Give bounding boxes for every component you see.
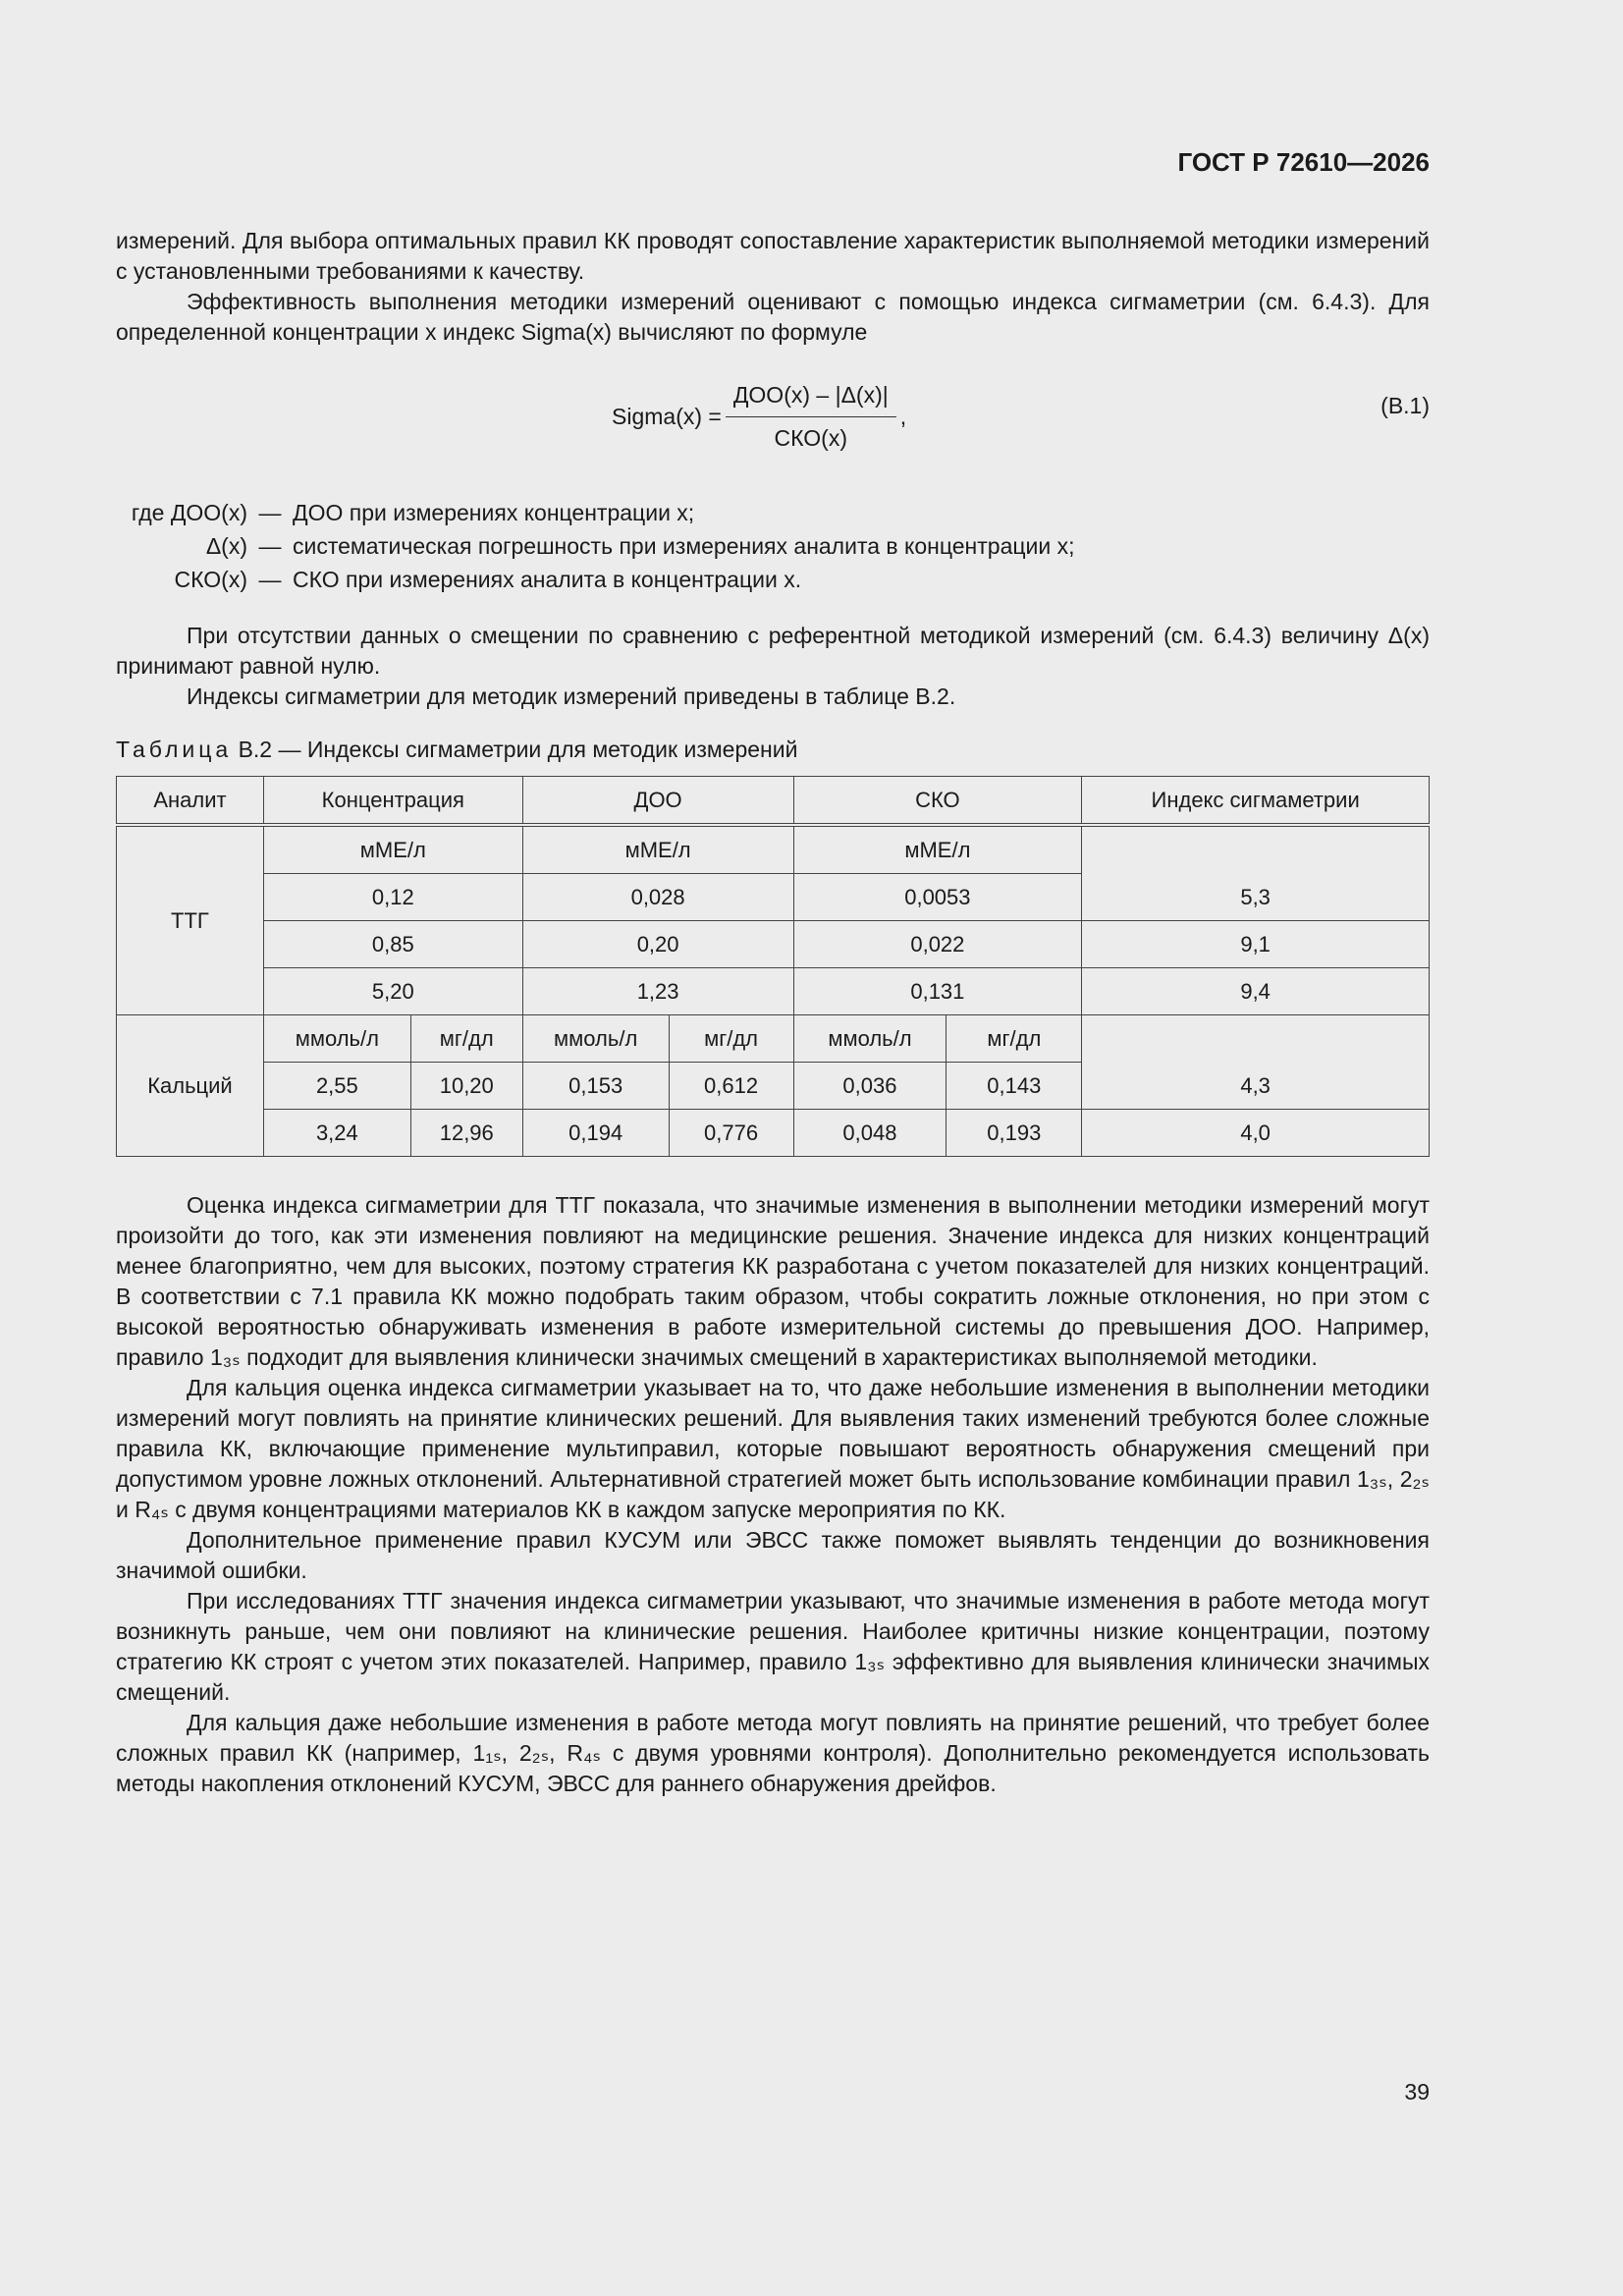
table-row [117,1015,1430,1063]
where-list [116,496,1430,596]
intro-paragraph-1: измерений. Для выбора оптимальных правил КК проводят сопоставление характеристик выполняемой методики измерений с установленными требованиями к качеству. [116,228,1430,284]
table-cell: 0,85 [263,921,522,968]
col-header: ДОО [522,777,793,826]
sigma-cell: 4,0 [1082,1110,1430,1157]
table-header-row [117,777,1430,826]
unit-cell: мг/дл [410,1015,522,1063]
table-cell: 0,153 [522,1063,669,1110]
table-cell: 0,12 [263,874,522,921]
sigma-cell: 4,3 [1082,1015,1430,1110]
unit-cell: мг/дл [947,1015,1082,1063]
where-label: Δ(x) [205,532,247,559]
formula-denominator: СКО(x) [774,424,848,451]
table-caption-text: В.2 — Индексы сигмаметрии для методик измерений [232,737,798,762]
page-number: 39 [1404,2079,1430,2105]
formula-lhs: Sigma(x) = [612,403,722,429]
body-paragraph-1: Оценка индекса сигмаметрии для ТТГ показала, что значимые изменения в выполнении методики измерений могут произойти до того, как эти изменения повлияют на медицинские решения. Значение индекса для низких концентраций менее благоприятно, чем для высоких, поэтому стратегия КК разработана с учетом показателей для низких концентраций. В соответствии с 7.1 правила КК можно подобрать таким образом, чтобы сократить ложные отклонения, но при этом с высокой вероятностью обнаруживать изменения в работе измерительной системы до превышения ДОО. Например, правило 1₃ₛ подходит для выявления клинически значимых смещений в характеристиках выполняемой методики. [116,1192,1430,1370]
unit-cell: ммоль/л [522,1015,669,1063]
table-caption [116,735,797,765]
where-dash: — [258,532,282,559]
table-cell: 0,028 [522,874,793,921]
table-cell: 0,022 [793,921,1082,968]
unit-cell: мМЕ/л [263,825,522,874]
where-text: СКО при измерениях аналита в концентрации x. [293,566,802,592]
table-cell: 3,24 [263,1110,410,1157]
table-cell: 0,0053 [793,874,1082,921]
formula-numerator: ДОО(x) – |Δ(x)| [726,380,896,417]
body-paragraph-4: При исследованиях ТТГ значения индекса сигмаметрии указывают, что значимые изменения в работе метода могут возникнуть раньше, чем они повлияют на клинические решения. Наиболее критичны низкие концентрации, поэтому стратегию КК строят с учетом этих показателей. Например, правило 1₃ₛ эффективно для выявления клинически значимых смещений. [116,1588,1430,1705]
after-formula-section [116,621,1430,712]
analyte-cell: ТТГ [117,825,264,1015]
table-cell: 0,20 [522,921,793,968]
sigma-cell: 9,1 [1082,921,1430,968]
where-dash: — [258,499,282,525]
unit-cell: ммоль/л [263,1015,410,1063]
discussion-section [116,1190,1430,1799]
unit-cell: мг/дл [669,1015,793,1063]
table-cell: 0,193 [947,1110,1082,1157]
where-label: где ДОО(x) [131,499,247,525]
formula-fraction [726,380,896,454]
table-cell: 0,143 [947,1063,1082,1110]
table-cell: 10,20 [410,1063,522,1110]
sigma-cell: 5,3 [1082,825,1430,921]
body-paragraph-3: Дополнительное применение правил КУСУМ или ЭВСС также поможет выявлять тенденции до возникновения значимой ошибки. [116,1527,1430,1583]
col-header: СКО [793,777,1082,826]
unit-cell: ммоль/л [793,1015,947,1063]
where-item [116,496,1430,529]
table-cell: 0,048 [793,1110,947,1157]
table-row [117,968,1430,1015]
table-cell: 5,20 [263,968,522,1015]
table-cell: 1,23 [522,968,793,1015]
col-header: Концентрация [263,777,522,826]
table-row [117,825,1430,874]
table-caption-word: Таблица [116,737,233,762]
analyte-cell: Кальций [117,1015,264,1157]
table-cell: 12,96 [410,1110,522,1157]
table-cell: 2,55 [263,1063,410,1110]
body-paragraph-2: Для кальция оценка индекса сигмаметрии указывает на то, что даже небольшие изменения в выполнении методики измерений могут повлиять на принятие клинических решений. Для выявления таких изменений требуются более сложные правила КК, включающие применение мультиправил, которые повышают вероятность обнаружения смещений при допустимом уровне ложных отклонений. Альтернативной стратегией может быть использование комбинации правил 1₃ₛ, 2₂ₛ и R₄ₛ с двумя концентрациями материалов КК в каждом запуске мероприятия по КК. [116,1375,1430,1522]
where-text: систематическая погрешность при измерениях аналита в концентрации x; [293,532,1075,559]
table-cell: 0,194 [522,1110,669,1157]
intro-paragraph-2: Эффективность выполнения методики измерений оценивают с помощью индекса сигмаметрии (см. 6.4.3). Для определенной концентрации x индекс Sigma(x) вычисляют по формуле [116,289,1430,345]
col-header: Аналит [117,777,264,826]
sigma-table [116,776,1430,1157]
table-row [117,1110,1430,1157]
formula-number: (В.1) [1380,393,1430,418]
where-item [116,529,1430,563]
unit-cell: мМЕ/л [522,825,793,874]
table-cell: 0,612 [669,1063,793,1110]
formula-comma: , [899,403,907,429]
where-label: СКО(x) [174,566,247,592]
where-text: ДОО при измерениях концентрации x; [293,499,695,525]
formula-block [116,377,1430,456]
table-cell: 0,036 [793,1063,947,1110]
intro-section [116,226,1430,348]
where-item [116,563,1430,596]
sigma-cell: 9,4 [1082,968,1430,1015]
standard-header: ГОСТ Р 72610—2026 [1177,147,1430,177]
table-row [117,921,1430,968]
after-paragraph-2: Индексы сигмаметрии для методик измерений приведены в таблице В.2. [187,683,956,709]
col-header: Индекс сигмаметрии [1082,777,1430,826]
sigma-formula [612,377,906,456]
unit-cell: мМЕ/л [793,825,1082,874]
after-paragraph-1: При отсутствии данных о смещении по сравнению с референтной методикой измерений (см. 6.4.3) величину Δ(x) принимают равной нулю. [116,623,1430,679]
table-cell: 0,776 [669,1110,793,1157]
body-paragraph-5: Для кальция даже небольшие изменения в работе метода могут повлиять на принятие решений, что требует более сложных правил КК (например, 1₁ₛ, 2₂ₛ, R₄ₛ с двумя уровнями контроля). Дополнительно рекомендуется использовать методы накопления отклонений КУСУМ, ЭВСС для раннего обнаружения дрейфов. [116,1710,1430,1796]
table-cell: 0,131 [793,968,1082,1015]
where-dash: — [258,566,282,592]
